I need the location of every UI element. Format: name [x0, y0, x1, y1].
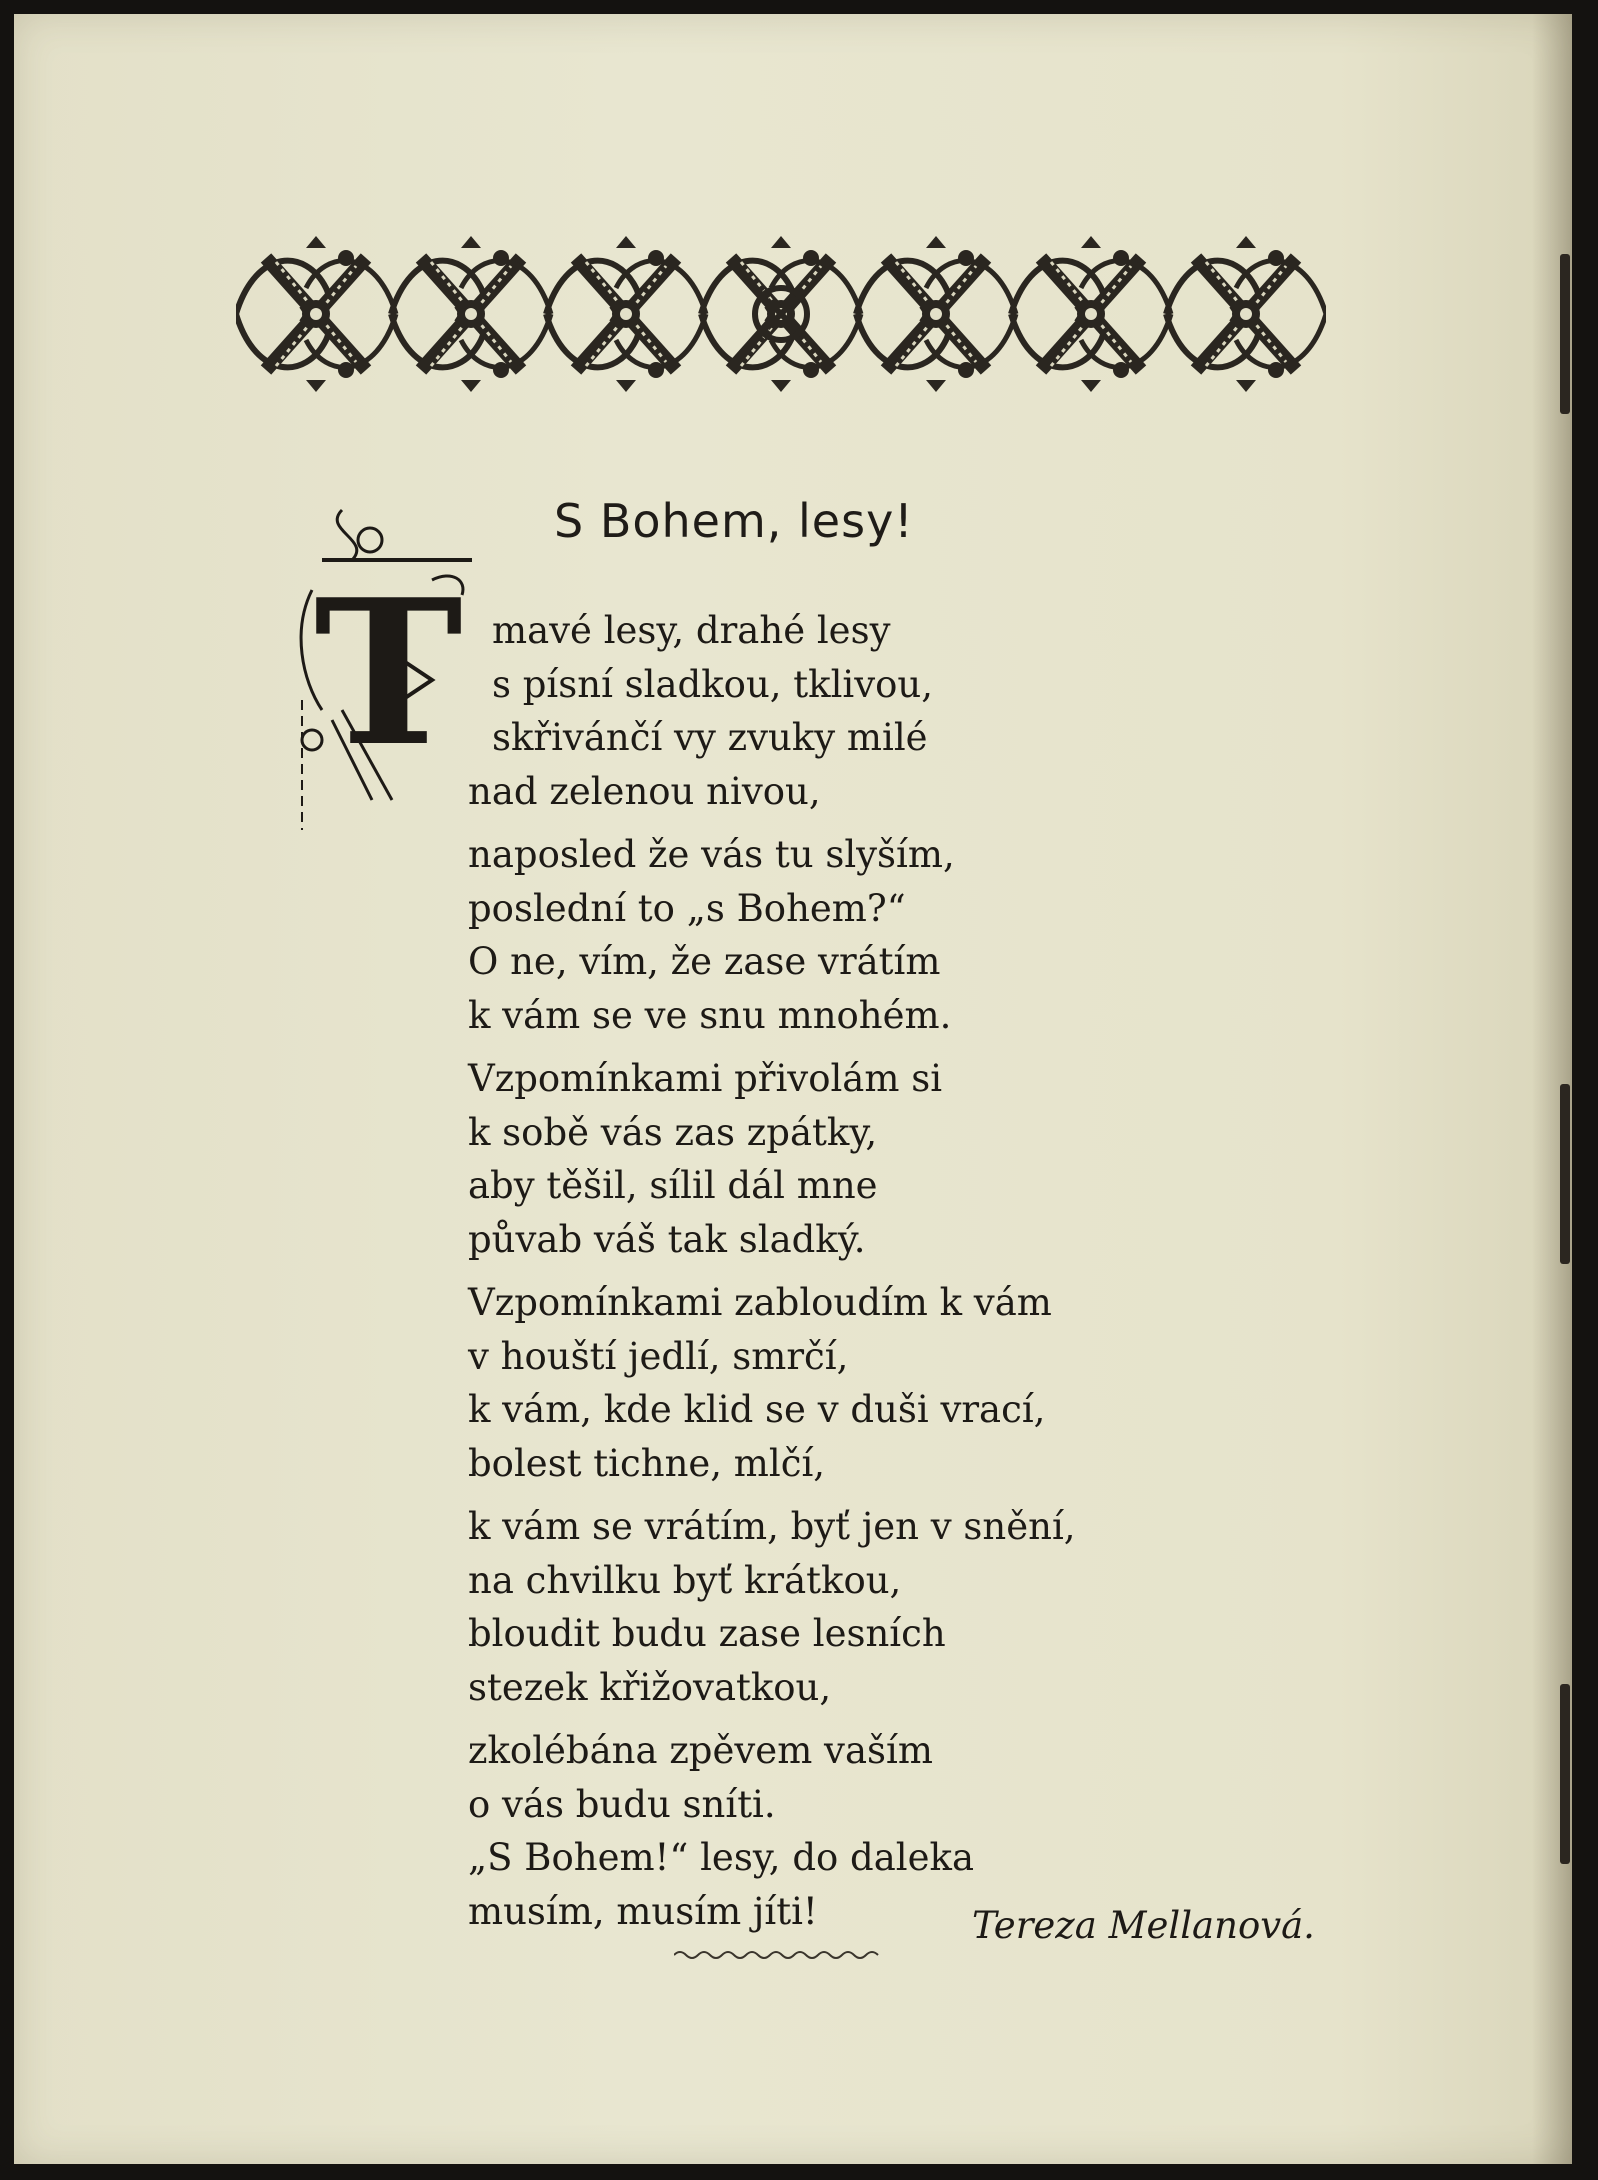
poem-line: bolest tichne, mlčí,	[468, 1441, 826, 1485]
poem-line: k vám se vrátím, byť jen v snění,	[468, 1505, 1076, 1548]
poem-line: k sobě vás zas zpátky,	[468, 1110, 878, 1154]
stanza	[468, 1052, 1248, 1266]
stanza	[468, 1276, 1248, 1490]
binding-mark	[1560, 1084, 1570, 1264]
drop-cap-letter: T	[314, 556, 463, 791]
poem-line: nad zelenou nivou,	[468, 769, 821, 813]
poem-line: na chvilku byť krátkou,	[468, 1558, 902, 1602]
poem-line: Vzpomínkami zabloudím k vám	[468, 1281, 1052, 1324]
poem-line: poslední to „s Bohem?“	[468, 886, 906, 930]
poem-line: zkolébána zpěvem vaším	[468, 1729, 933, 1772]
stanza	[468, 1500, 1248, 1714]
poem-body	[468, 604, 1248, 1948]
stanza	[468, 828, 1248, 1042]
poem-line: stezek křižovatkou,	[468, 1665, 832, 1709]
poem-line: k vám, kde klid se v duši vrací,	[468, 1388, 1046, 1431]
poem-line: mavé lesy, drahé lesy	[492, 609, 891, 652]
poem-line: aby těšil, sílil dál mne	[468, 1164, 878, 1207]
squiggle-divider	[674, 1947, 880, 1963]
poem-line: s písní sladkou, tklivou,	[492, 662, 934, 706]
poem-line: bloudit budu zase lesních	[468, 1612, 946, 1655]
poem-line: O ne, vím, že zase vrátím	[468, 940, 941, 983]
poem-line: k vám se ve snu mnohém.	[468, 993, 952, 1037]
stanza	[468, 604, 1248, 818]
poem-line: skřivánčí vy zvuky milé	[492, 716, 928, 759]
binding-mark	[1560, 254, 1570, 414]
binding-mark	[1560, 1684, 1570, 1864]
poem-line: „S Bohem!“ lesy, do daleka	[468, 1836, 975, 1879]
poem-line: musím, musím jíti!	[468, 1889, 818, 1933]
poem-line: Vzpomínkami přivolám si	[468, 1057, 943, 1100]
poem-line: v houští jedlí, smrčí,	[468, 1334, 849, 1378]
poem-line: o vás budu sníti.	[468, 1782, 776, 1826]
poem-author: Tereza Mellanová.	[972, 1904, 1315, 1947]
book-page	[14, 14, 1572, 2164]
poem-line: půvab váš tak sladký.	[468, 1217, 866, 1261]
poem-line: naposled že vás tu slyším,	[468, 833, 955, 876]
floral-ornament-header	[236, 228, 1326, 400]
poem-title: S Bohem, lesy!	[554, 494, 914, 548]
